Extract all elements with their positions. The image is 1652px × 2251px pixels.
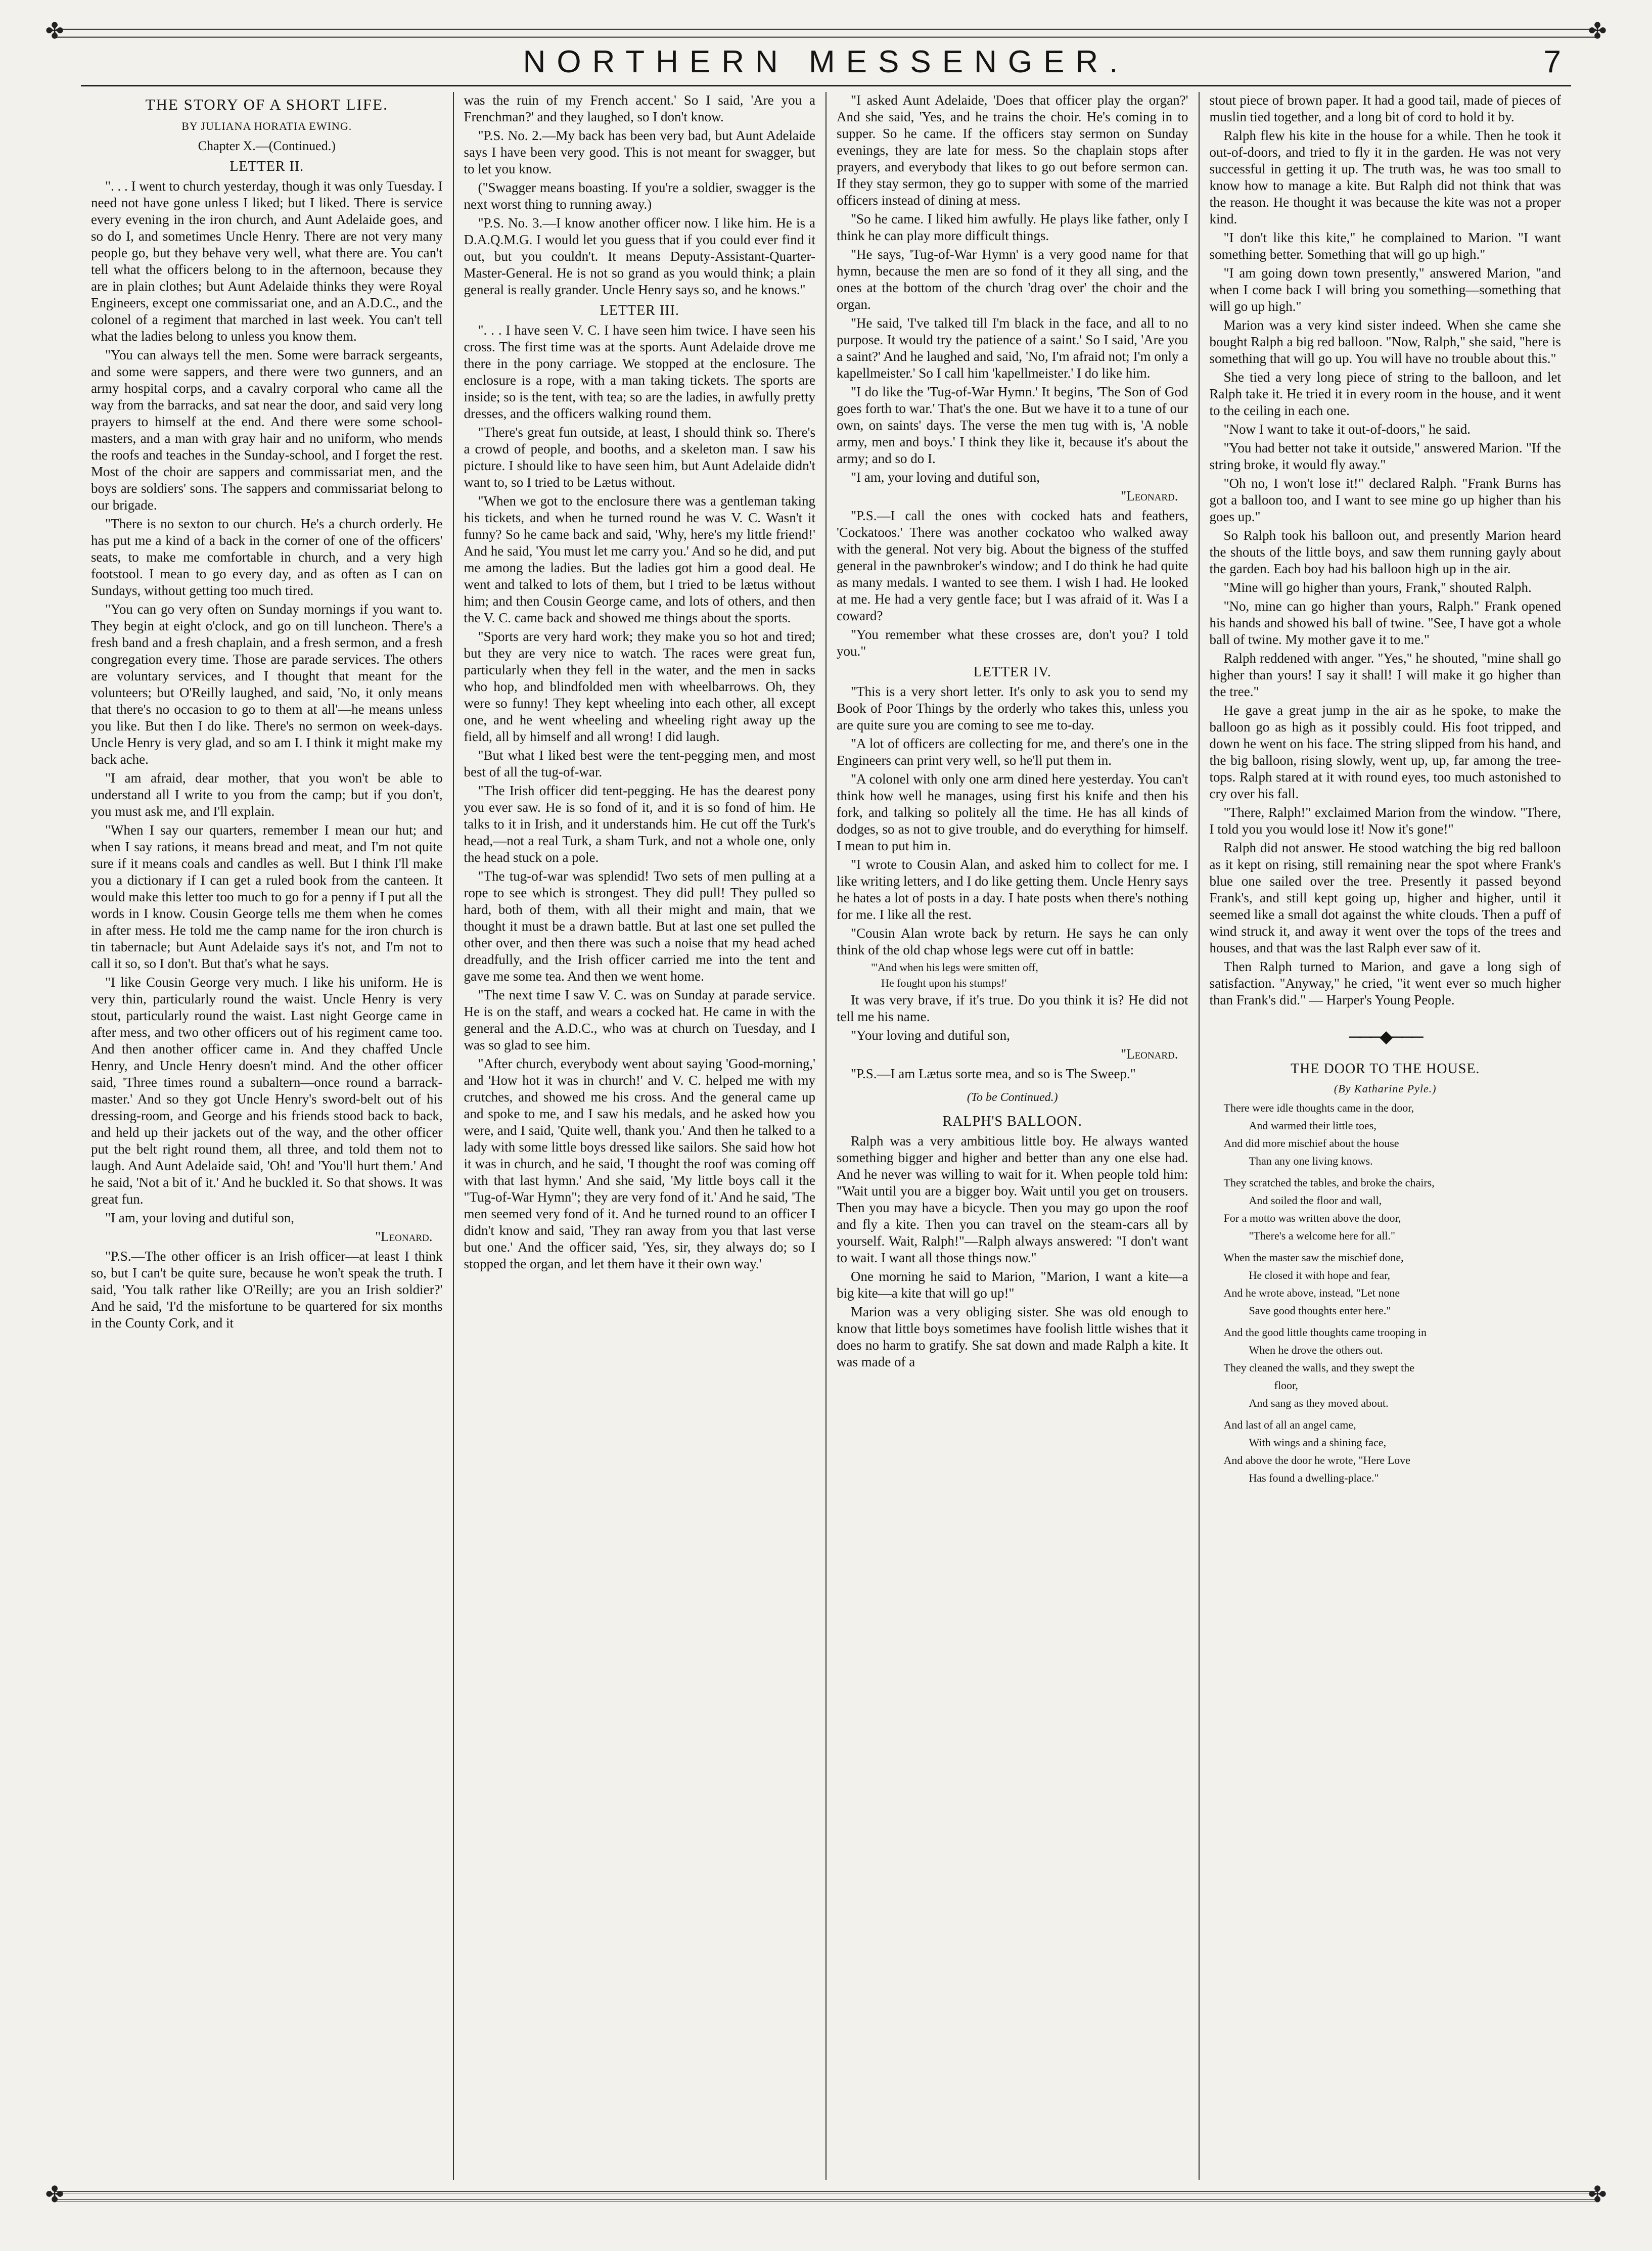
bottom-border xyxy=(56,2191,1596,2201)
paragraph: "I am, your loving and dutiful son, xyxy=(105,1210,294,1225)
paragraph: "The tug-of-war was splendid! Two sets of men pulling at a rope to see which is strongest. They did pull! They pulled so hard, both of them, with all their might and main, that we thought it must be a drawn battle. But at last one set pulled the other over, and then there was such a noise that my head ached dreadfully, and the Irish officer carried me into the tent and gave me some tea. And then we went home. xyxy=(464,868,815,984)
poem-line: And sang as they moved about. xyxy=(1249,1397,1389,1409)
paragraph: Marion was a very kind sister indeed. When she came she bought Ralph a big red balloon. "Now, Ralph," she said, "here is something that will go up. You will have no trouble about this." xyxy=(1209,317,1561,366)
paragraph: "So he came. I liked him awfully. He plays like father, only I think he can play more difficult things. xyxy=(837,211,1188,243)
paragraph: "This is a very short letter. It's only to ask you to send my Book of Poor Things by the orderly who takes this, unless you are quite sure you are coming to see me to-day. xyxy=(837,684,1188,732)
paragraph: "No, mine can go higher than yours, Ralph." Frank opened his hands and showed his ball of twine. "See, I have got a whole ball of twine. My mother gave it to me." xyxy=(1209,599,1561,647)
poem-line: When the master saw the mischief done, xyxy=(1223,1251,1404,1264)
paragraph: "I asked Aunt Adelaide, 'Does that officer play the organ?' And she said, 'Yes, and he trains the choir. He's coming in to supper. So he came. If the officers stay sermon on Sunday evenings, they are late for mess. So the chaplain stops after prayers, and everybody that likes to go out before sermon can. If they stay sermon, they go to supper with some of the married officers instead of dining at mess. xyxy=(837,93,1188,208)
paragraph: "Cousin Alan wrote back by return. He says he can only think of the old chap whose legs were cut off in battle: xyxy=(837,926,1188,957)
poem-line: And last of all an angel came, xyxy=(1223,1418,1356,1431)
paragraph: "Now I want to take it out-of-doors," he said. xyxy=(1223,422,1471,437)
paragraph: "I wrote to Cousin Alan, and asked him to collect for me. I like writing letters, and I do like getting them. Uncle Henry says he hates a lot of posts in a day. I hate posts when there's nothing for me. I like all the rest. xyxy=(837,857,1188,922)
paragraph: "I don't like this kite," he complained to Marion. "I want something better. Something that will go up high." xyxy=(1209,230,1561,262)
chapter-heading: Chapter X.—(Continued.) xyxy=(198,139,336,153)
poem-line: When he drove the others out. xyxy=(1249,1344,1383,1356)
article-columns xyxy=(81,92,1571,2180)
paragraph: "You had better not take it outside," answered Marion. "If the string broke, it would fly away." xyxy=(1209,440,1561,472)
paragraph: "There's great fun outside, at least, I should think so. There's a crowd of people, and booths, and a skeleton man. I saw his picture. I should like to have seen him, but Aunt Adelaide didn't want to, so I tried to be Lætus without. xyxy=(464,425,815,490)
poem-line: And warmed their little toes, xyxy=(1249,1119,1376,1132)
poem-stanza xyxy=(1210,1324,1562,1411)
poem-line: Save good thoughts enter here." xyxy=(1249,1304,1391,1317)
poem-line: He closed it with hope and fear, xyxy=(1249,1269,1391,1281)
poem-stanza xyxy=(1210,1175,1562,1244)
continued-note: (To be Continued.) xyxy=(967,1091,1058,1104)
paragraph: "After church, everybody went about saying 'Good-morning,' and 'How hot it was in church!' and V. C. helped me with my crutches, and showed me his cross. And the general came up and spoke to me, and I saw his medals, and he asked how you were, and I said, 'Quite well, thank you.' And then he talked to a lady with some little boys dressed like sailors. She said how hot it was in church, and he said, 'I thought the roof was coming off with that last hymn.' And she said, 'My little boys call it the "Tug-of-War Hymn"; they are very fond of it.' And he said, 'The men seemed very fond of it. And he turned round to an officer I didn't know and said, 'They ran away from you that last verse but one.' And the officer said, 'Yes, sir, they always do; so I stopped the organ, and let them have it their own way.' xyxy=(464,1056,815,1271)
paragraph: "Sports are very hard work; they make you so hot and tired; but they are very nice to watch. The races were great fun, particularly when they fell in the water, and the men in sacks who hop, and blindfolded men with wheelbarrows. Oh, they were so funny! They kept wheeling into each other, all except one, and he went wheeling and wheeling right away up the field, all by himself and all wrong! I did laugh. xyxy=(464,629,815,744)
paragraph: "P.S. No. 2.—My back has been very bad, but Aunt Adelaide says I have been very good. This is not meant for swagger, but to let you know. xyxy=(464,128,815,176)
column-1 xyxy=(81,92,454,2180)
paragraph: It was very brave, if it's true. Do you think it is? He did not tell me his name. xyxy=(837,992,1188,1024)
paragraph: One morning he said to Marion, "Marion, I want a kite—a big kite—a kite that will go up!" xyxy=(837,1269,1188,1301)
paragraph: Ralph was a very ambitious little boy. He always wanted something bigger and higher and better than any one else had. And he never was willing to wait for it. When people told him: "Wait until you are a bigger boy. Wait until you get on trousers. Then you may have a bicycle. Then you may go upon the roof and fly a kite. Then you can travel on the steam-cars all by yourself. Wait, Ralph!"—Ralph always answered: "I don't want to wait. I want all those things now." xyxy=(837,1133,1188,1265)
paragraph: "He said, 'I've talked till I'm black in the face, and all to no purpose. It would try the patience of a saint.' So I said, 'Are you a saint?' And he laughed and said, 'No, I'm afraid not; I'm only a kapellmeister.' So I call him 'kapellmeister.' I do like him. xyxy=(837,315,1188,381)
poem-line: Than any one living knows. xyxy=(1249,1155,1373,1167)
paragraph: "I do like the 'Tug-of-War Hymn.' It begins, 'The Son of God goes forth to war.' That's the one. But we have it to a tune of our own, on saints' days. The verse the men tug with is, 'A noble army, men and boys.' I think they like it, because it's about the army; and so do I. xyxy=(837,384,1188,466)
ornament-corner-icon: ✤ xyxy=(1588,18,1607,44)
paragraph: "A lot of officers are collecting for me, and there's one in the Engineers can print very well, so he'll put them in. xyxy=(837,736,1188,768)
poem-line: There were idle thoughts came in the door, xyxy=(1223,1101,1414,1114)
paragraph: Ralph did not answer. He stood watching the big red balloon as it kept on rising, still remaining near the spot where Frank's blue one sailed over the tree. Presently it passed beyond Frank's, and still kept going up, higher and higher, until it seemed like a small dot against the white clouds. Then a puff of wind struck it, and away it went over the tops of the trees and houses, and that was the last Ralph ever saw of it. xyxy=(1209,840,1561,955)
paragraph: ("Swagger means boasting. If you're a soldier, swagger is the next worst thing to running away.) xyxy=(464,180,815,212)
page-number: 7 xyxy=(1543,44,1561,79)
paragraph: "P.S.—I am Lætus sorte mea, and so is The Sweep." xyxy=(851,1066,1136,1081)
paragraph: "The next time I saw V. C. was on Sunday at parade service. He is on the staff, and wears a cocked hat. He came in with the general and the A.D.C., who was at church on Tuesday, and I was so glad to see him. xyxy=(464,987,815,1052)
poem-line: floor, xyxy=(1274,1379,1298,1392)
masthead xyxy=(81,39,1571,86)
paragraph: "P.S.—The other officer is an Irish officer—at least I think so, but I can't be quite sure, because he won't speak the truth. I said, 'You talk rather like O'Reilly; are you an Irish soldier?' And he said, 'I'd the misfortune to be quartered for six months in the County Cork, and it xyxy=(91,1249,443,1330)
paragraph: "You can go very often on Sunday mornings if you want to. They begin at eight o'clock, and go on till luncheon. There's a fresh band and a fresh chaplain, and a fresh sermon, and a fresh congregation every time. Those are parade services. The others are voluntary services, and I thought that meant for the volunteers; but O'Reilly laughed, and said, 'No, it only means that there's no occasion to go to them at all'—he means unless you like. But then I do like. There's no sermon on week-days. Uncle Henry is very glad, and so am I. I think it might make my back ache. xyxy=(91,602,443,767)
poem-line: For a motto was written above the door, xyxy=(1223,1212,1401,1224)
paragraph: "Your loving and dutiful son, xyxy=(851,1028,1011,1043)
paragraph: was the ruin of my French accent.' So I said, 'Are you a Frenchman?' and they laughed, so I don't know. xyxy=(464,93,815,124)
column-4 xyxy=(1200,92,1572,2180)
column-3 xyxy=(827,92,1200,2180)
paragraph: "P.S. No. 3.—I know another officer now. I like him. He is a D.A.Q.M.G. I would let you guess that if you could ever find it out, but you couldn't. It means Deputy-Assistant-Quarter-Master-General. He is not so grand as you would think; a plain general is really grander. Uncle Henry says so, and he knows." xyxy=(464,215,815,297)
paragraph: "When I say our quarters, remember I mean our hut; and when I say rations, it means bread and meat, and I'm not quite sure if it means coals and candles as well. But I think I'll make you a dictionary if I can get a ruled book from the canteen. It would make this letter too much to go for a penny if I put all the words in I know. Cousin George tells me them when he comes in after mess. He told me the camp name for the iron church is tin tabernacle; but Aunt Adelaide says it's not, and I'm not to call it so, so I don't. But that's what he says. xyxy=(91,822,443,971)
top-border xyxy=(56,28,1596,38)
paragraph: Ralph reddened with anger. "Yes," he shouted, "mine shall go higher than yours! I say it shall! I will make it go higher than the tree." xyxy=(1209,651,1561,699)
paragraph: "I am, your loving and dutiful son, xyxy=(851,470,1040,485)
ornament-corner-icon: ✤ xyxy=(45,18,64,44)
letter-heading: LETTER III. xyxy=(600,303,679,318)
paragraph: "A colonel with only one arm dined here yesterday. You can't think how well he manages, using first his knife and then his fork, and talking so politely all the time. He has all kinds of dodges, so as not to give trouble, and do everything for himself. I mean to put him in. xyxy=(837,771,1188,853)
poem-line: They cleaned the walls, and they swept the xyxy=(1223,1361,1415,1374)
poem-line: And above the door he wrote, "Here Love xyxy=(1223,1454,1410,1466)
paragraph: Then Ralph turned to Marion, and gave a long sigh of satisfaction. "Anyway," he cried, "it went ever so much higher than Frank's did." — Harper's Young People. xyxy=(1209,959,1561,1007)
paragraph: "He says, 'Tug-of-War Hymn' is a very good name for that hymn, because the men are so fond of it they all sing, and the ones at the bottom of the church 'drag over' the choir and the organ. xyxy=(837,247,1188,312)
paragraph: "You remember what these crosses are, don't you? I told you." xyxy=(837,627,1188,659)
paragraph: "I am going down town presently," answered Marion, "and when I come back I will bring you something—something that will go up high." xyxy=(1209,265,1561,314)
separator-ornament-icon: ───◆─── xyxy=(1349,1028,1421,1046)
paragraph: So Ralph took his balloon out, and presently Marion heard the shouts of the little boys, and saw them running gayly about the garden. Each boy had his balloon high up in the air. xyxy=(1209,528,1561,576)
story-title: RALPH'S BALLOON. xyxy=(942,1114,1082,1129)
column-2 xyxy=(454,92,827,2180)
paragraph: "Oh no, I won't lose it!" declared Ralph. "Frank Burns has got a balloon too, and I want to see mine go up higher than his goes up." xyxy=(1209,476,1561,524)
poem-byline: (By Katharine Pyle.) xyxy=(1334,1082,1437,1095)
story-byline: BY JULIANA HORATIA EWING. xyxy=(181,120,352,132)
poem-line: They scratched the tables, and broke the chairs, xyxy=(1223,1176,1435,1189)
paragraph: "When we got to the enclosure there was a gentleman taking his tickets, and when he turned round he was V. C. Wasn't it funny? So he came back and said, 'Why, here's my little friend!' And he said, 'You must let me carry you.' And so he did, and put me among the ladies. But the ladies got him a good deal. He went and talked to lots of them, but I tried to be lætus without him; and then Cousin George came, and lots of others, and then the V. C. came back and showed me things about the sports. xyxy=(464,493,815,625)
paragraph: "I am afraid, dear mother, that you won't be able to understand all I write to you from the camp; but if you don't, you must ask me, and I'll explain. xyxy=(91,770,443,819)
poem-line: And he wrote above, instead, "Let none xyxy=(1223,1287,1400,1299)
letter-heading: LETTER IV. xyxy=(973,664,1051,680)
paragraph: "But what I liked best were the tent-pegging men, and most best of all the tug-of-war. xyxy=(464,748,815,779)
signature: "Leonard. xyxy=(375,1229,433,1244)
poem-line: And soiled the floor and wall, xyxy=(1249,1194,1382,1207)
poem-title: THE DOOR TO THE HOUSE. xyxy=(1291,1061,1480,1077)
poem-stanza xyxy=(1210,1417,1562,1486)
poem-line: And the good little thoughts came trooping in xyxy=(1223,1326,1427,1339)
ornament-corner-icon: ✤ xyxy=(45,2182,64,2208)
poem-stanza xyxy=(1210,1250,1562,1318)
paragraph: ". . . I went to church yesterday, though it was only Tuesday. I need not have gone unless I liked; but I liked. There is service every evening in the iron church, and Aunt Adelaide goes, and so do I, and sometimes Uncle Henry. There are not very many people go, but they behave very well, what there are. You can't tell what the officers belong to in the afternoon, because they are in plain clothes; but Aunt Adelaide thinks they were Royal Engineers, except one commissariat one, and an A.D.C., and the colonel of a regiment that marched in last week. You can't tell what the ladies belong to unless you know them. xyxy=(91,178,443,344)
letter-heading: LETTER II. xyxy=(230,159,304,174)
paragraph: "You can always tell the men. Some were barrack sergeants, and some were sappers, and there were two gunners, and an army hospital corps, and a cavalry corporal who came all the way from the barracks, and sat near the door, and said very long prayers to himself at the end. And there were some school-masters, and a man with gray hair and no uniform, who mends the roofs and teaches in the Sunday-school, and I forget the rest. Most of the choir are sappers and commissariat men, and the boys are soldiers' sons. The sappers and commissariat belong to our brigade. xyxy=(91,347,443,513)
paragraph: Marion was a very obliging sister. She was old enough to know that little boys sometimes have foolish little wishes that it does no harm to gratify. She sat down and made Ralph a kite. It was made of a xyxy=(837,1304,1188,1369)
signature: "Leonard. xyxy=(1121,488,1178,503)
paragraph: Ralph flew his kite in the house for a while. Then he took it out-of-doors, and tried to fly it in the garden. He was not very successful in getting it up. The truth was, he was too small to know how to manage a kite. But Ralph did not think that was the reason. He thought it was because the kite was not a proper kind. xyxy=(1209,128,1561,226)
verse-quote: He fought upon his stumps!' xyxy=(881,977,1007,989)
signature: "Leonard. xyxy=(1121,1046,1178,1062)
paragraph: ". . . I have seen V. C. I have seen him twice. I have seen his cross. The first time was at the sports. Aunt Adelaide drove me there in the pony carriage. We stopped at the enclosure. The enclosure is a rope, with a man taking tickets. The sports are inside; so is the tent, with tea; so are the ladies, in awfully pretty dresses, and the officers walking round them. xyxy=(464,323,815,421)
paragraph: "Mine will go higher than yours, Frank," shouted Ralph. xyxy=(1223,580,1532,595)
verse-quote: "'And when his legs were smitten off, xyxy=(871,961,1038,974)
paragraph: "I like Cousin George very much. I like his uniform. He is very thin, particularly round the waist. Uncle Henry is very stout, particularly round the waist. Last night George came in after mess, and two other officers out of his regiment came too. And then another officer came in. And they chaffed Uncle Henry, and Uncle Henry doesn't mind. And the other officer said, 'Three times round a subaltern—once round a barrack-master.' And so they got Uncle Henry's sword-belt out of his dressing-room, and George and his friends stood back to back, and held up their jackets out of the way, and the other officer put the belt right round them, all three, and told them not to laugh. And Aunt Adelaide said, 'Oh! and 'You'll hurt them.' And he said, 'Not a bit of it.' And he buckled it. So that shows. It was great fun. xyxy=(91,975,443,1207)
paragraph: "There is no sexton to our church. He's a church orderly. He has put me a kind of a back in the corner of one of the officers' seats, to make me comfortable in church, and a very high footstool. I mean to go every day, and as often as I can on Sundays, without getting too much tired. xyxy=(91,516,443,598)
masthead-title: NORTHERN MESSENGER. xyxy=(523,44,1129,79)
poem-line: With wings and a shining face, xyxy=(1249,1436,1387,1449)
poem-line: "There's a welcome here for all." xyxy=(1249,1229,1395,1242)
paragraph: stout piece of brown paper. It had a good tail, made of pieces of muslin tied together, and a long bit of cord to hold it by. xyxy=(1209,93,1561,124)
poem-line: And did more mischief about the house xyxy=(1223,1137,1399,1150)
ornament-corner-icon: ✤ xyxy=(1588,2182,1607,2208)
paragraph: She tied a very long piece of string to the balloon, and let Ralph take it. He tried it in every room in the house, and it went to the ceiling in each one. xyxy=(1209,370,1561,418)
poem-stanza xyxy=(1210,1100,1562,1169)
paragraph: "The Irish officer did tent-pegging. He has the dearest pony you ever saw. He is so fond of it, and it is so fond of him. He talks to it in Irish, and it understands him. He cut off the Turk's head,—not a real Turk, a sham Turk, and not a whole one, only the head stuck on a pole. xyxy=(464,783,815,865)
paragraph: He gave a great jump in the air as he spoke, to make the balloon go as high as it possibly could. His foot tripped, and down he went on his face. The string slipped from his hand, and the big balloon, rising slowly, went up, up, far among the tree-tops. Ralph stared at it with round eyes, too much astonished to cry over his fall. xyxy=(1209,703,1561,801)
paragraph: "P.S.—I call the ones with cocked hats and feathers, 'Cockatoos.' There was another cockatoo who walked away with the general. Not very big. About the bigness of the stuffed general in the pawnbroker's window; and I do think he had quite as many medals. I wanted to see them. I wish I had. He looked at me. He had a very gentle face; but I was afraid of it. Was I a coward? xyxy=(837,508,1188,623)
story-title: THE STORY OF A SHORT LIFE. xyxy=(145,96,388,113)
poem-line: Has found a dwelling-place." xyxy=(1249,1472,1379,1484)
paragraph: "There, Ralph!" exclaimed Marion from the window. "There, I told you you would lose it! Now it's gone!" xyxy=(1209,805,1561,837)
